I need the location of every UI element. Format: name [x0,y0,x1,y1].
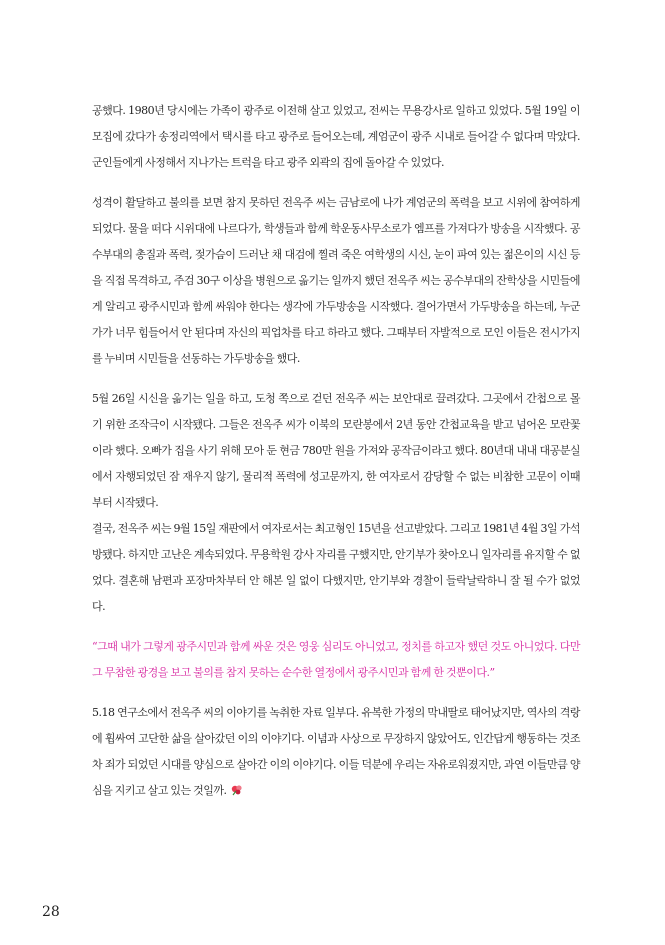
page-number: 28 [42,904,60,920]
paragraph-4: 결국, 전옥주 씨는 9월 15일 재판에서 여자로서는 최고형인 15년을 선고받았다. 그리고 1981년 4월 3일 가석방됐다. 하지만 고난은 계속되었다. 무용학원 강사 자리를 구했지만, 안기부가 찾아오니 일자리를 유지할 수 없었다. 결혼해 남편과 포장마차부터 안 해본 일 없이 다했지만, 안기부와 경찰이 들락날락하니 잘 될 수가 없었다. [92,522,580,613]
paragraph-3: 5월 26일 시신을 옮기는 일을 하고, 도청 쪽으로 걷던 전옥주 씨는 보안대로 끌려갔다. 그곳에서 간첩으로 몰기 위한 조작극이 시작됐다. 그들은 전옥주 씨가 이북의 모란봉에서 2년 동안 간첩교육을 받고 넘어온 모란꽃이라 했다. 오빠가 집을 사기 위해 모아 둔 현금 780만 원을 가져와 공작금이라고 했다. 80년대 내내 대공분실에서 자행되었던 잠 재우지 않기, 물리적 폭력에 성고문까지, 한 여자로서 감당할 수 없는 비참한 고문이 이때부터 시작됐다. [92,392,580,509]
body-text [92,98,580,807]
quote-paragraph: “그때 내가 그렇게 광주시민과 함께 싸운 것은 영웅 심리도 아니었고, 정치를 하고자 했던 것도 아니었다. 다만 그 무참한 광경을 보고 불의를 참지 못하는 순수한 열정에서 광주시민과 함께 한 것뿐이다.” [92,640,580,679]
paragraph-6 [92,700,580,807]
paragraph-6-text: 5.18 연구소에서 전옥주 씨의 이야기를 녹취한 자료 일부다. 유복한 가정의 막내딸로 태어났지만, 역사의 격랑에 휩싸여 고단한 삶을 살아갔던 이의 이야기다. 이념과 사상으로 무장하지 않았어도, 인간답게 행동하는 것조차 죄가 되었던 시대를 양심으로 살아간 이의 이야기다. 이들 덕분에 우리는 자유로워졌지만, 과연 이들만큼 양심을 지키고 살고 있는 것일까. [92,706,580,797]
paragraph-2: 성격이 활달하고 불의를 보면 참지 못하던 전옥주 씨는 금남로에 나가 계엄군의 폭력을 보고 시위에 참여하게 되었다. 물을 떠다 시위대에 나르다가, 학생들과 함께 학운동사무소로가 엠프를 가져다가 방송을 시작했다. 공수부대의 총질과 폭력, 젖가슴이 드러난 채 대검에 찔려 죽은 여학생의 시신, 눈이 파여 있는 젊은이의 시신 등을 직접 목격하고, 주검 30구 이상을 병원으로 옮기는 일까지 했던 전옥주 씨는 공수부대의 잔학상을 시민들에게 알리고 광주시민과 함께 싸워야 한다는 생각에 가두방송을 시작했다. 결어가면서 가두방송을 하는데, 누군가가 너무 힘들어서 안 된다며 자신의 픽업차를 타고 하라고 했다. 그때부터 자발적으로 모인 이들은 전시가지를 누비며 시민들을 선동하는 가두방송을 했다. [92,196,580,365]
paragraph-1: 공했다. 1980년 당시에는 가족이 광주로 이전해 살고 있었고, 전씨는 무용강사로 일하고 있었다. 5월 19일 이모집에 갔다가 송정리역에서 택시를 타고 광주로 들어오는데, 계엄군이 광주 시내로 들어갈 수 없다며 막았다. 군인들에게 사정해서 지나가는 트럭을 타고 광주 외곽의 집에 돌아갈 수 있었다. [92,104,580,169]
flower-end-mark-icon [230,781,244,807]
